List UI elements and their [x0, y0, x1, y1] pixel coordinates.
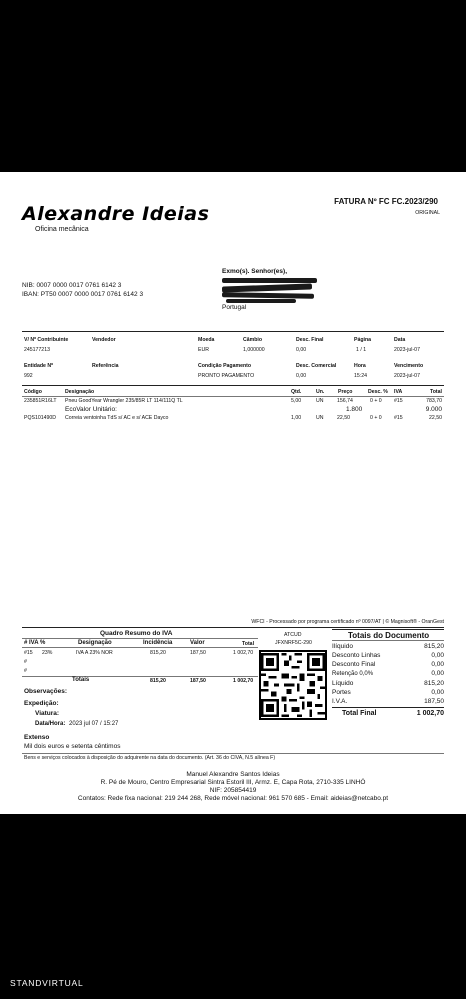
line-total: 783,70 [426, 398, 442, 404]
divider [22, 627, 444, 628]
vat-totals-value: 187,50 [190, 678, 206, 684]
footer-owner: Manuel Alexandre Santos Ideias [186, 771, 280, 778]
divider [22, 676, 258, 677]
redacted-address-3 [226, 299, 296, 303]
vat-value: 187,50 [190, 650, 206, 656]
vat-total: 1 002,70 [233, 650, 254, 656]
total-value: 0,00 [431, 661, 444, 668]
footer-address: R. Pé de Mouro, Centro Empresarial Sintra Estoril III, Armz. E, Capa Rota, 2710-335 LINHÓ [100, 779, 366, 786]
line-total: 9.000 [425, 406, 442, 413]
line-desc: Correia ventoinha TdS s/ AC e s/ ACE Dayco [65, 415, 169, 421]
col-desc: Desc. % [368, 389, 388, 395]
standvirtual-watermark [10, 978, 84, 988]
value-hora: 15:24 [354, 373, 367, 379]
divider [22, 753, 444, 754]
value-moeda: EUR [198, 347, 209, 353]
vat-totals-total: 1 002,70 [233, 678, 254, 684]
line-desc: EcoValor Unitário: [65, 406, 117, 413]
col-iva: IVA [394, 389, 403, 395]
company-logo: Alexandre Ideias [22, 203, 210, 225]
label-hora: Hora [354, 363, 366, 369]
divider [22, 396, 444, 397]
col-total: Total [429, 389, 442, 395]
client-country: Portugal [222, 304, 247, 311]
line-disc: 0 + 0 [370, 398, 382, 404]
label-condicao: Condição Pagamento [198, 363, 252, 369]
label-vencimento: Vencimento [394, 363, 424, 369]
vat-blank-row: # [24, 659, 27, 665]
vat-code: #15 [24, 650, 33, 656]
line-price: 22,50 [337, 415, 350, 421]
vat-incidence: 815,20 [150, 650, 166, 656]
vat-col-incidencia: Incidência [143, 640, 173, 646]
total-label: Líquido [332, 680, 354, 687]
label-data: Data [394, 337, 406, 343]
line-code: PQS101490D [24, 415, 57, 421]
label-cambio: Câmbio [243, 337, 263, 343]
value-entidade: 992 [24, 373, 33, 379]
client-greeting: Exmo(s). Senhor(es), [222, 268, 288, 275]
total-final-value: 1 002,70 [416, 710, 444, 717]
invoice-page [0, 172, 466, 814]
doc-totals-title: Totais do Documento [348, 631, 430, 640]
redacted-address-2 [222, 292, 314, 299]
total-final-label: Total Final [342, 710, 377, 717]
col-un: Un. [316, 389, 325, 395]
vat-summary-title: Quadro Resumo do IVA [100, 630, 173, 637]
value-pagina: 1 / 1 [356, 347, 367, 353]
watermark-text: STANDVIRTUAL [10, 978, 84, 988]
vat-totals-label: Totais [72, 677, 90, 683]
datahora-label: Data/Hora: [35, 721, 66, 727]
label-pagina: Página [354, 337, 372, 343]
label-moeda: Moeda [198, 337, 215, 343]
line-price: 1.800 [346, 406, 363, 413]
vat-col-designacao: Designação [78, 640, 112, 646]
line-qty: 1,00 [291, 415, 302, 421]
atcud-label: ATCUD [284, 632, 302, 638]
vat-rate: 23% [42, 650, 53, 656]
document-title: FATURA Nº FC FC.2023/290 [334, 197, 438, 206]
line-unit: UN [316, 415, 324, 421]
col-preco: Preço [338, 389, 353, 395]
divider [332, 707, 444, 708]
extenso-label: Extenso [24, 734, 50, 741]
total-label: Retenção 0,0% [332, 671, 374, 677]
value-data: 2023-jul-07 [394, 347, 420, 353]
qr-code-icon [259, 650, 327, 720]
line-total: 22,50 [429, 415, 442, 421]
value-vencimento: 2023-jul-07 [394, 373, 420, 379]
line-code: 235851R16LT [24, 398, 57, 404]
total-value: 0,00 [431, 689, 444, 696]
iban: IBAN: PT50 0007 0000 0017 0761 6142 3 [22, 291, 144, 298]
expedicao-label: Expedição: [24, 700, 59, 707]
label-vendedor: Vendedor [92, 337, 116, 343]
label-nif: V/ Nº Contribuinte [24, 337, 69, 343]
line-disc: 0 + 0 [370, 415, 382, 421]
total-label: Desconto Linhas [332, 652, 381, 659]
total-value: 0,00 [431, 670, 444, 677]
divider [332, 629, 444, 630]
atcud-value: JFXNRF5C-290 [275, 640, 312, 646]
divider [22, 647, 258, 648]
line-price: 156,74 [337, 398, 353, 404]
label-desc-comercial: Desc. Comercial [296, 363, 337, 369]
value-nif: 245177213 [24, 347, 50, 353]
value-condicao: PRONTO PAGAMENTO [198, 373, 255, 379]
col-codigo: Código [24, 389, 42, 395]
footer-nif: NIF: 205854419 [209, 787, 257, 794]
observacoes-label: Observações: [24, 688, 67, 695]
line-qty: 5,00 [291, 398, 302, 404]
divider [332, 640, 444, 641]
viatura-label: Viatura: [35, 710, 60, 717]
divider [22, 638, 258, 639]
extenso-text: Mil dois euros e setenta cêntimos [24, 743, 121, 750]
line-vat: #15 [394, 398, 403, 404]
vat-designation: IVA A 23% NOR [76, 650, 113, 656]
vat-col-iva: # IVA % [24, 640, 46, 646]
label-referencia: Referência [92, 363, 119, 369]
line-desc: Pneu GoodYear Wrangler 235/85R LT 114/111Q TL [65, 398, 183, 404]
vat-col-valor: Valor [190, 640, 205, 646]
vat-blank-row: # [24, 668, 27, 674]
disclaimer: Bens e serviços colocados à disposição do adquirente na data do documento. (Art. 36 do CIVA, N.5 alínea F) [24, 755, 276, 761]
line-vat: #15 [394, 415, 403, 421]
col-qtd: Qtd. [291, 389, 302, 395]
col-designacao: Designação [65, 389, 95, 395]
value-desc-final: 0,00 [296, 347, 307, 353]
total-value: 187,50 [424, 698, 444, 705]
value-desc-comercial: 0,00 [296, 373, 307, 379]
value-cambio: 1,000000 [243, 347, 265, 353]
total-value: 815,20 [424, 643, 444, 650]
line-unit: UN [316, 398, 324, 404]
total-label: Ilíquido [332, 643, 353, 650]
redacted-address-1 [222, 283, 312, 292]
redacted-name [222, 278, 317, 283]
total-label: Desconto Final [332, 661, 376, 668]
label-entidade: Entidade Nº [24, 363, 53, 369]
label-desc-final: Desc. Final [296, 337, 324, 343]
divider [22, 385, 444, 386]
total-value: 815,20 [424, 680, 444, 687]
total-label: Portes [332, 689, 351, 696]
nib: NIB: 0007 0000 0017 0761 6142 3 [22, 282, 122, 289]
vat-totals-incidence: 815,20 [150, 678, 166, 684]
total-value: 0,00 [431, 652, 444, 659]
certification-note: WFCI - Processado por programa certificado nº 0097/AT | © Magnisoft® - OranGest [251, 619, 444, 625]
company-subtitle: Oficina mecânica [35, 226, 89, 233]
total-label: I.V.A. [332, 698, 348, 705]
divider [22, 331, 444, 332]
datahora-value: 2023 jul 07 / 15:27 [69, 721, 119, 727]
vat-col-total: Total [242, 641, 255, 647]
document-copy: ORIGINAL [415, 210, 440, 216]
footer-contacts: Contatos: Rede fixa nacional: 219 244 268, Rede móvel nacional: 961 570 685 - Email: aideias@netcabo.pt [77, 795, 389, 802]
